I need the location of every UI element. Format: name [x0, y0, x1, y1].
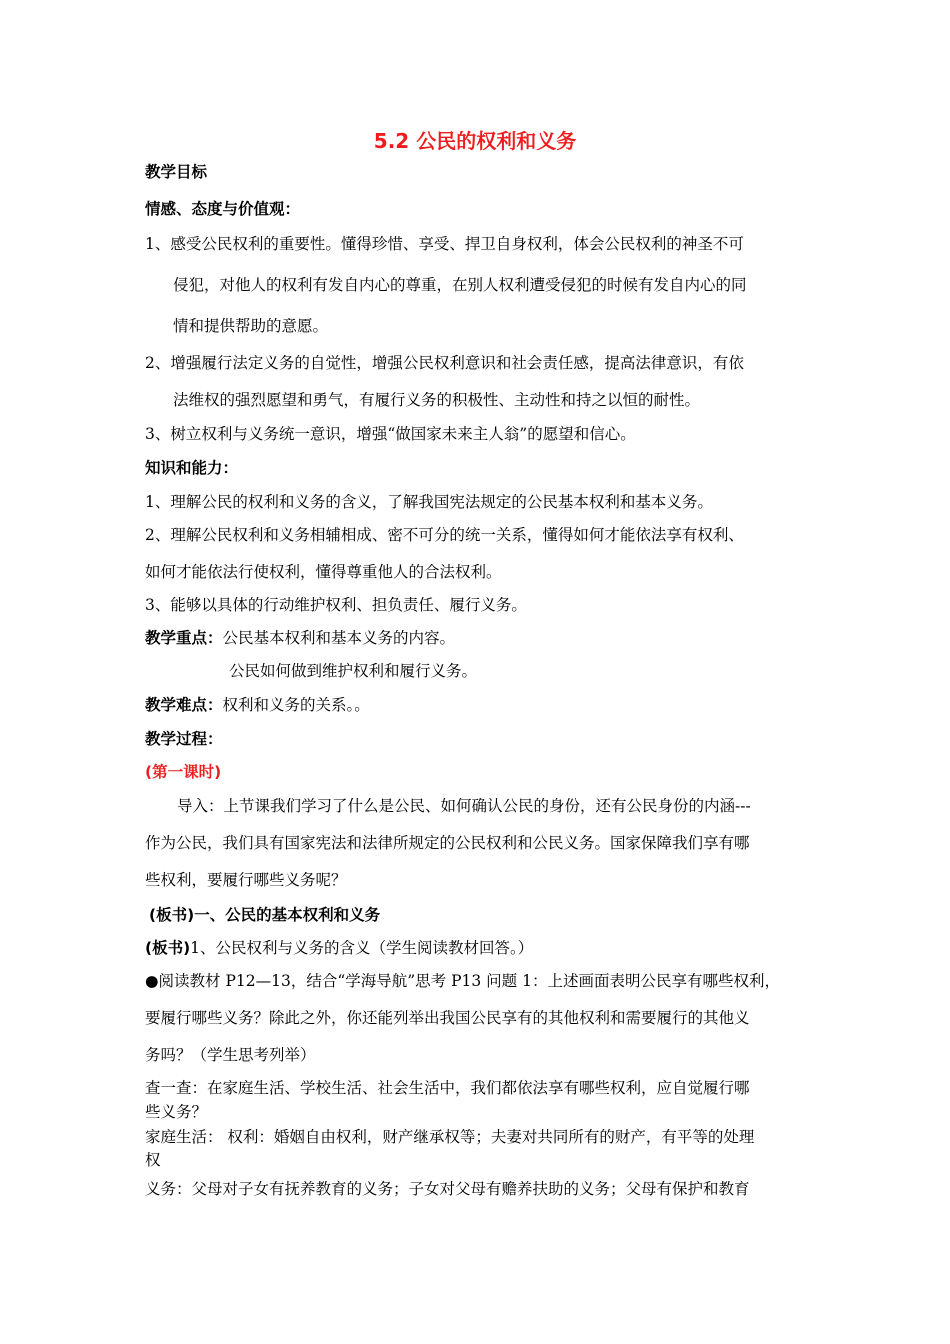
knowledge-heading: 知识和能力： [145, 459, 239, 477]
reading-line-2: 要履行哪些义务？除此之外，你还能列举出我国公民享有的其他权利和需要履行的其他义 [145, 1009, 750, 1027]
difficult-points-text: 权利和义务的关系。。 [222, 696, 370, 714]
key-points-text-1: 公民基本权利和基本义务的内容。 [222, 629, 456, 647]
knowledge-item-2-line-2: 如何才能依法行使权利，懂得尊重他人的合法权利。 [145, 563, 502, 581]
knowledge-item-3: 3、能够以具体的行动维护权利、担负责任、履行义务。 [145, 596, 527, 614]
duty-line: 义务：父母对子女有抚养教育的义务；子女对父母有赡养扶助的义务；父母有保护和教育 [145, 1180, 750, 1198]
emotion-item-1-line-1: 1、感受公民权利的重要性。懂得珍惜、享受、捍卫自身权利，体会公民权利的神圣不可 [145, 235, 744, 253]
reading-line-1: ●阅读教材 P12—13，结合“学海导航”思考 P13 问题 1：上述画面表明公民享有哪些权利， [145, 972, 780, 990]
intro-line-2: 作为公民，我们具有国家宪法和法律所规定的公民权利和公民义务。国家保障我们享有哪 [145, 834, 750, 852]
family-life-line-2: 权 [145, 1151, 161, 1169]
board-heading-2 [145, 937, 533, 959]
key-points-label: 教学重点： [145, 629, 223, 647]
family-life-line-1: 家庭生活： 权利：婚姻自由权利，财产继承权等；夫妻对共同所有的财产，有平等的处理 [145, 1128, 755, 1146]
reading-line-3: 务吗？（学生思考列举） [145, 1046, 316, 1064]
board-heading-1: (板书)一、公民的基本权利和义务 [149, 906, 381, 924]
intro-line-1: 导入：上节课我们学习了什么是公民、如何确认公民的身份，还有公民身份的内涵--- [177, 797, 751, 815]
check-line-2: 些义务？ [145, 1103, 208, 1121]
process-heading: 教学过程： [145, 730, 223, 748]
emotion-item-1-line-3: 情和提供帮助的意愿。 [173, 317, 329, 335]
lesson-one-label: (第一课时) [145, 763, 222, 781]
page-title: 5.2 公民的权利和义务 [373, 129, 577, 153]
key-points-line-1 [145, 627, 455, 649]
emotion-item-3: 3、树立权利与义务统一意识，增强“做国家未来主人翁”的愿望和信心。 [145, 425, 636, 443]
board-label: (板书) [145, 939, 191, 957]
board-text: 1、公民权利与义务的含义（学生阅读教材回答。） [190, 939, 534, 957]
key-points-text-2: 公民如何做到维护权利和履行义务。 [229, 662, 478, 680]
emotion-heading: 情感、态度与价值观： [145, 200, 301, 218]
knowledge-item-1: 1、理解公民的权利和义务的含义，了解我国宪法规定的公民基本权利和基本义务。 [145, 493, 713, 511]
emotion-item-2-line-1: 2、增强履行法定义务的自觉性，增强公民权利意识和社会责任感，提高法律意识，有依 [145, 354, 744, 372]
intro-line-3: 些权利，要履行哪些义务呢？ [145, 871, 347, 889]
difficult-points [145, 694, 370, 716]
emotion-item-2-line-2: 法维权的强烈愿望和勇气，有履行义务的积极性、主动性和持之以恒的耐性。 [173, 391, 701, 409]
knowledge-item-2-line-1: 2、理解公民权利和义务相辅相成、密不可分的统一关系，懂得如何才能依法享有权利、 [145, 526, 744, 544]
objectives-heading: 教学目标 [145, 163, 208, 181]
difficult-points-label: 教学难点： [145, 696, 223, 714]
check-line-1: 查一查：在家庭生活、学校生活、社会生活中，我们都依法享有哪些权利，应自觉履行哪 [145, 1079, 750, 1097]
emotion-item-1-line-2: 侵犯，对他人的权利有发自内心的尊重，在别人权利遭受侵犯的时候有发自内心的同 [173, 276, 747, 294]
